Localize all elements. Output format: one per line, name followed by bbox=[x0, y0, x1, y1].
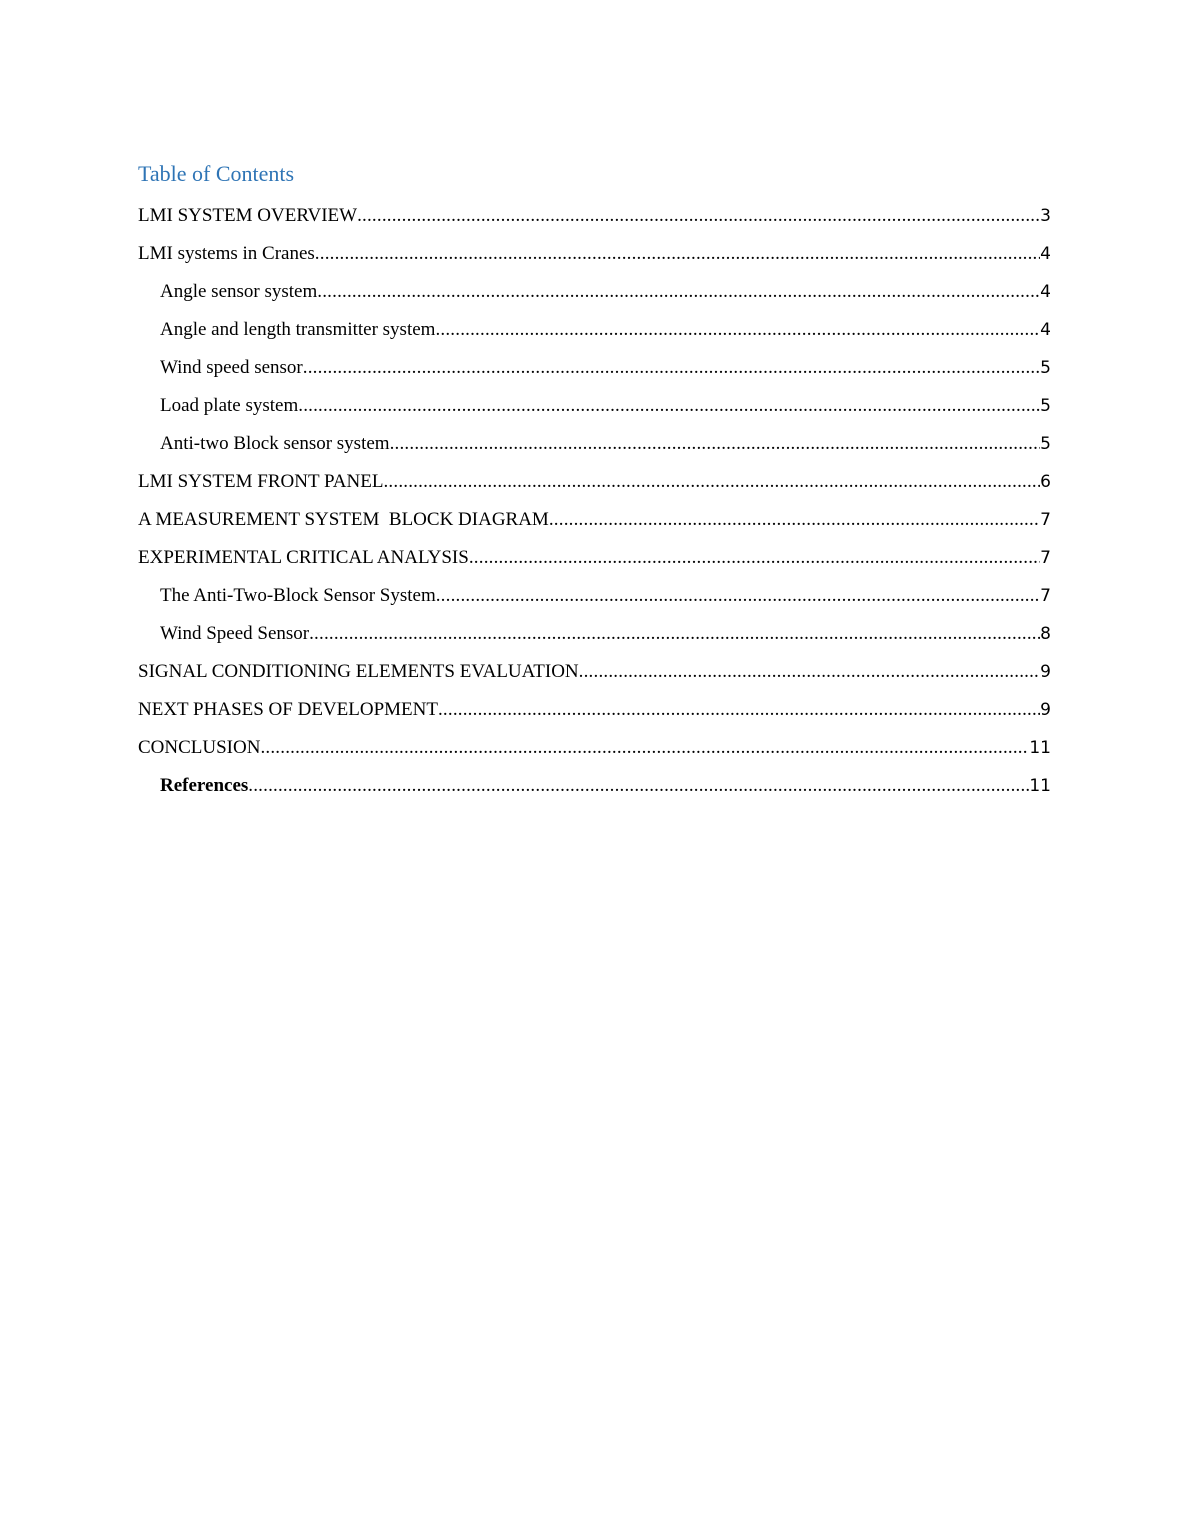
dot-leader bbox=[315, 235, 1040, 273]
toc-entry-experimental-critical-analysis[interactable] bbox=[138, 539, 1051, 577]
toc-list bbox=[138, 197, 1051, 805]
dot-leader bbox=[357, 197, 1040, 235]
toc-entry-page: 7 bbox=[1040, 510, 1051, 530]
toc-entry-page: 3 bbox=[1040, 206, 1051, 226]
toc-entry-page: 5 bbox=[1040, 358, 1051, 378]
toc-entry-label: The Anti-Two-Block Sensor System bbox=[160, 585, 436, 606]
dot-leader bbox=[317, 273, 1040, 311]
toc-entry-page: 5 bbox=[1040, 396, 1051, 416]
table-of-contents bbox=[138, 158, 1051, 805]
dot-leader bbox=[390, 425, 1041, 463]
dot-leader bbox=[438, 691, 1040, 729]
toc-entry-angle-sensor-system[interactable] bbox=[138, 273, 1051, 311]
toc-entry-page: 4 bbox=[1040, 282, 1051, 302]
toc-entry-lmi-system-overview[interactable] bbox=[138, 197, 1051, 235]
toc-entry-label: Angle sensor system bbox=[160, 281, 318, 302]
toc-entry-page: 8 bbox=[1040, 624, 1051, 644]
toc-entry-wind-speed-sensor-2[interactable] bbox=[138, 615, 1051, 653]
toc-entry-wind-speed-sensor[interactable] bbox=[138, 349, 1051, 387]
toc-entry-label: EXPERIMENTAL CRITICAL ANALYSIS bbox=[138, 547, 469, 568]
toc-entry-page: 5 bbox=[1040, 434, 1051, 454]
toc-entry-label: Anti-two Block sensor system bbox=[160, 433, 390, 454]
toc-entry-anti-two-block-sensor[interactable] bbox=[138, 425, 1051, 463]
dot-leader bbox=[436, 577, 1040, 615]
toc-entry-label: LMI systems in Cranes bbox=[138, 243, 315, 264]
toc-title: Table of Contents bbox=[138, 161, 295, 186]
toc-entry-label: References bbox=[160, 775, 249, 796]
toc-entry-page: 4 bbox=[1040, 320, 1051, 340]
dot-leader bbox=[383, 463, 1040, 501]
dot-leader bbox=[435, 311, 1040, 349]
dot-leader bbox=[248, 767, 1029, 805]
toc-entry-load-plate-system[interactable] bbox=[138, 387, 1051, 425]
toc-entry-next-phases[interactable] bbox=[138, 691, 1051, 729]
toc-entry-page: 9 bbox=[1040, 662, 1051, 682]
toc-entry-label: NEXT PHASES OF DEVELOPMENT bbox=[138, 699, 438, 720]
toc-entry-page: 11 bbox=[1029, 776, 1051, 796]
dot-leader bbox=[298, 387, 1040, 425]
toc-entry-anti-two-block-sensor-system[interactable] bbox=[138, 577, 1051, 615]
toc-entry-page: 11 bbox=[1029, 738, 1051, 758]
toc-entry-page: 4 bbox=[1040, 244, 1051, 264]
dot-leader bbox=[303, 349, 1040, 387]
toc-entry-label: LMI SYSTEM OVERVIEW bbox=[138, 205, 358, 226]
dot-leader bbox=[469, 539, 1040, 577]
dot-leader bbox=[260, 729, 1029, 767]
toc-entry-signal-conditioning[interactable] bbox=[138, 653, 1051, 691]
toc-entry-label: Angle and length transmitter system bbox=[160, 319, 436, 340]
toc-entry-label: Wind Speed Sensor bbox=[160, 623, 310, 644]
toc-entry-label: Wind speed sensor bbox=[160, 357, 303, 378]
toc-entry-measurement-block-diagram[interactable] bbox=[138, 501, 1051, 539]
toc-entry-label: SIGNAL CONDITIONING ELEMENTS EVALUATION bbox=[138, 661, 579, 682]
toc-entry-page: 7 bbox=[1040, 586, 1051, 606]
toc-entry-conclusion[interactable] bbox=[138, 729, 1051, 767]
toc-entry-label: A MEASUREMENT SYSTEM BLOCK DIAGRAM bbox=[138, 509, 549, 530]
toc-entry-references[interactable] bbox=[138, 767, 1051, 805]
toc-entry-label: Load plate system bbox=[160, 395, 299, 416]
dot-leader bbox=[549, 501, 1040, 539]
toc-entry-label: CONCLUSION bbox=[138, 737, 261, 758]
toc-entry-page: 9 bbox=[1040, 700, 1051, 720]
toc-entry-lmi-system-front-panel[interactable] bbox=[138, 463, 1051, 501]
toc-entry-angle-and-length-transmitter[interactable] bbox=[138, 311, 1051, 349]
dot-leader bbox=[309, 615, 1040, 653]
toc-entry-page: 7 bbox=[1040, 548, 1051, 568]
dot-leader bbox=[579, 653, 1041, 691]
toc-entry-page: 6 bbox=[1040, 472, 1051, 492]
toc-entry-label: LMI SYSTEM FRONT PANEL bbox=[138, 471, 384, 492]
toc-entry-lmi-systems-in-cranes[interactable] bbox=[138, 235, 1051, 273]
